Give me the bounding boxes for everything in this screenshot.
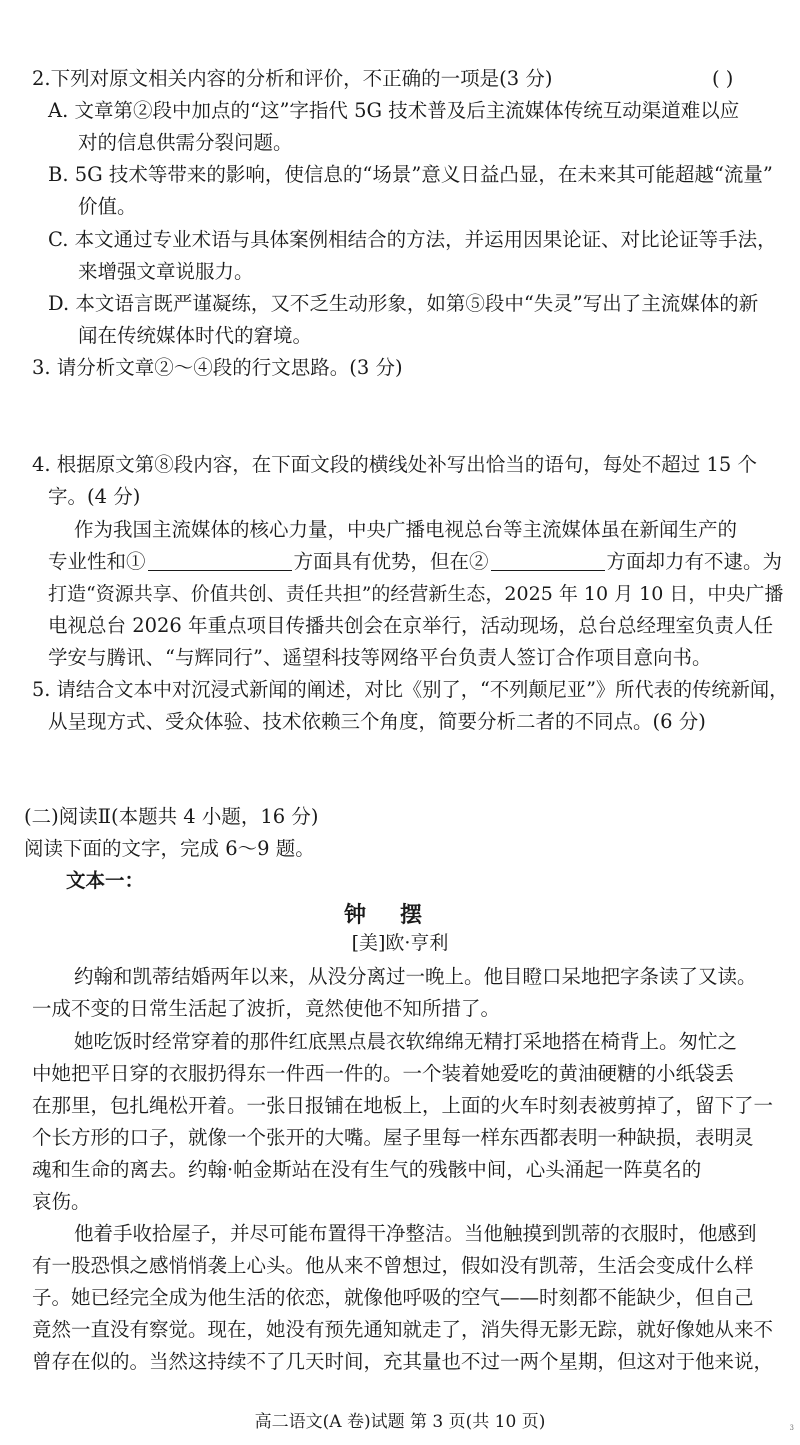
option-b-line2: 价值。 <box>78 195 137 218</box>
story-line: 个长方形的口子，就像一个张开的大嘴。屋子里每一样东西都表明一种缺损，表明灵 <box>32 1126 754 1149</box>
story-line: 她吃饭时经常穿着的那件红底黑点晨衣软绵绵无精打采地搭在椅背上。匆忙之 <box>74 1030 738 1053</box>
question-4-stem-line2: 字。(4 分) <box>48 485 141 508</box>
q4-passage-line3: 打造“资源共享、价值共创、责任共担”的经营新生态，2025 年 10 月 10 日，中央广播 <box>48 583 784 605</box>
story-author: [美]欧·亨利 <box>351 932 449 954</box>
page-footer: 高二语文(A 卷)试题 第 3 页(共 10 页) <box>254 1412 546 1432</box>
story-line: 他着手收拾屋子，并尽可能布置得干净整洁。当他触摸到凯蒂的衣服时，他感到 <box>74 1222 757 1245</box>
q4-line2-tail: 方面却力有不逮。为 <box>606 550 783 573</box>
option-c-line2: 来增强文章说服力。 <box>78 260 254 283</box>
fill-blank-1[interactable] <box>148 550 292 571</box>
q4-passage-line2 <box>48 547 782 577</box>
question-3-stem: 3. 请分析文章②～④段的行文思路。(3 分) <box>32 356 403 379</box>
option-c-line1: C. 本文通过专业术语与具体案例相结合的方法，并运用因果论证、对比论证等手法， <box>48 228 777 251</box>
q4-passage-line1: 作为我国主流媒体的核心力量，中央广播电视总台等主流媒体虽在新闻生产的 <box>74 518 738 541</box>
story-line: 在那里，包扎绳松开着。一张日报铺在地板上，上面的火车时刻表被剪掉了，留下了一 <box>32 1094 774 1117</box>
q4-blank-label-2: 方面具有优势，但在② <box>293 550 489 573</box>
corner-page-number: 3 <box>789 1424 794 1432</box>
text-one-label: 文本一： <box>66 869 145 892</box>
story-line: 子。她已经完全成为他生活的依恋，就像他呼吸的空气——时刻都不能缺少，但自己 <box>32 1286 754 1309</box>
story-line: 一成不变的日常生活起了波折，竟然使他不知所措了。 <box>32 997 501 1020</box>
question-5-stem-line2: 从呈现方式、受众体验、技术依赖三个角度，简要分析二者的不同点。(6 分) <box>48 710 706 733</box>
story-line: 哀伤。 <box>32 1190 91 1213</box>
story-line: 中她把平日穿的衣服扔得东一件西一件的。一个装着她爱吃的黄油硬糖的小纸袋丢 <box>32 1062 735 1085</box>
fill-blank-2[interactable] <box>491 550 605 571</box>
question-2-stem: 2.下列对原文相关内容的分析和评价，不正确的一项是(3 分) <box>32 67 553 90</box>
option-b-line1: B. 5G 技术等带来的影响，使信息的“场景”意义日益凸显，在未来其可能超越“流量” <box>48 163 773 186</box>
section-2-heading: (二)阅读Ⅱ(本题共 4 小题，16 分) <box>24 805 319 828</box>
option-a-line2: 对的信息供需分裂问题。 <box>78 131 293 154</box>
question-4-stem-line1: 4. 根据原文第⑧段内容，在下面文段的横线处补写出恰当的语句，每处不超过 15 个 <box>32 453 758 476</box>
story-line: 曾存在似的。当然这持续不了几天时间，充其量也不过一两个星期，但这对于他来说， <box>32 1350 774 1373</box>
story-title: 钟摆 <box>343 903 456 928</box>
story-line: 约翰和凯蒂结婚两年以来，从没分离过一晚上。他目瞪口呆地把字条读了又读。 <box>74 965 757 988</box>
story-line: 竟然一直没有察觉。现在，她没有预先通知就走了，消失得无影无踪，就好像她从来不 <box>32 1318 774 1341</box>
question-5-stem-line1: 5. 请结合文本中对沉浸式新闻的阐述，对比《别了，“不列颠尼亚”》所代表的传统新闻， <box>32 678 789 701</box>
q4-passage-line5: 学安与腾讯、“与辉同行”、遥望科技等网络平台负责人签订合作项目意向书。 <box>48 646 712 669</box>
story-line: 有一股恐惧之感悄悄袭上心头。他从来不曾想过，假如没有凯蒂，生活会变成什么样 <box>32 1254 754 1277</box>
story-line: 魂和生命的离去。约翰·帕金斯站在没有生气的残骸中间，心头涌起一阵莫名的 <box>32 1158 702 1181</box>
q4-passage-line4: 电视总台 2026 年重点项目传播共创会在京举行，活动现场，总台总经理室负责人任 <box>48 614 774 637</box>
option-a-line1: A. 文章第②段中加点的“这”字指代 5G 技术普及后主流媒体传统互动渠道难以应 <box>48 99 740 122</box>
section-2-instruction: 阅读下面的文字，完成 6～9 题。 <box>24 837 315 860</box>
option-d-line2: 闻在传统媒体时代的窘境。 <box>78 324 313 347</box>
option-d-line1: D. 本文语言既严谨凝练，又不乏生动形象，如第⑤段中“失灵”写出了主流媒体的新 <box>48 292 759 315</box>
answer-paren: ( ) <box>712 67 734 90</box>
q4-blank-label-1: 专业性和① <box>48 550 146 573</box>
